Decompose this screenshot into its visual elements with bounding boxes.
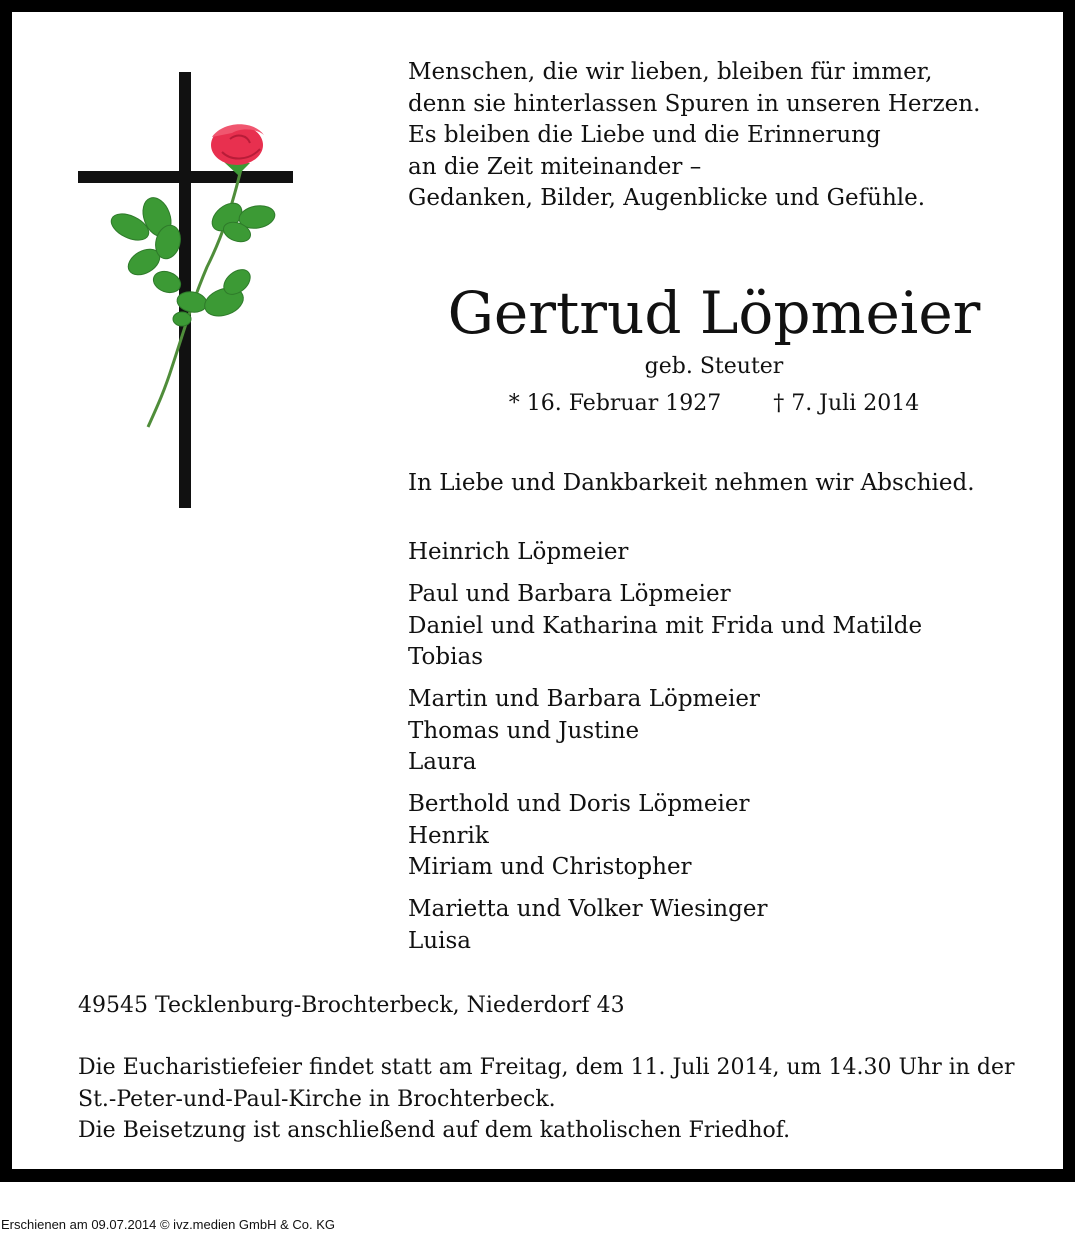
deceased-name: Gertrud Löpmeier bbox=[447, 279, 981, 347]
poem-line: denn sie hinterlassen Spuren in unseren Herzen. bbox=[408, 90, 981, 117]
mourners-list bbox=[408, 537, 922, 968]
mourner-name: Paul und Barbara Löpmeier bbox=[408, 581, 731, 607]
mourner-name: Luisa bbox=[408, 927, 471, 954]
mourner-group bbox=[408, 684, 922, 779]
service-info-line: Die Beisetzung ist anschließend auf dem katholischen Friedhof. bbox=[78, 1118, 791, 1143]
mourner-name: Henrik bbox=[408, 822, 489, 849]
publication-footer: Erschienen am 09.07.2014 © ivz.medien GmbH & Co. KG bbox=[1, 1217, 336, 1232]
mourner-name: Marietta und Volker Wiesinger bbox=[408, 896, 768, 922]
family-address: 49545 Tecklenburg-Brochterbeck, Niederdorf 43 bbox=[78, 993, 625, 1018]
death-date: † 7. Juli 2014 bbox=[773, 391, 920, 416]
mourner-name: Tobias bbox=[408, 644, 483, 670]
cross-with-rose-icon bbox=[72, 67, 302, 512]
service-info-line: St.-Peter-und-Paul-Kirche in Brochterbeck. bbox=[78, 1086, 556, 1112]
service-info bbox=[78, 1052, 1015, 1147]
mourner-name: Thomas und Justine bbox=[408, 717, 640, 744]
mourner-name: Daniel und Katharina mit Frida und Matilde bbox=[408, 612, 923, 639]
mourner-name: Berthold und Doris Löpmeier bbox=[408, 791, 750, 817]
service-info-line: Die Eucharistiefeier findet statt am Freitag, dem 11. Juli 2014, um 14.30 Uhr in der bbox=[78, 1055, 1015, 1080]
poem-line: Es bleiben die Liebe und die Erinnerung bbox=[408, 122, 881, 148]
mourner-name: Miriam und Christopher bbox=[408, 854, 692, 880]
poem bbox=[408, 57, 1008, 215]
farewell-text: In Liebe und Dankbarkeit nehmen wir Abschied. bbox=[408, 470, 975, 496]
mourner-group bbox=[408, 894, 922, 957]
mourner-name: Martin und Barbara Löpmeier bbox=[408, 686, 760, 712]
birth-date: * 16. Februar 1927 bbox=[508, 391, 722, 416]
mourner-group bbox=[408, 579, 922, 674]
mourner-group bbox=[408, 789, 922, 884]
poem-line: Menschen, die wir lieben, bleiben für immer, bbox=[408, 59, 933, 85]
life-dates bbox=[408, 389, 1020, 419]
poem-line: Gedanken, Bilder, Augenblicke und Gefühle. bbox=[408, 185, 926, 211]
poem-line: an die Zeit miteinander – bbox=[408, 153, 702, 180]
maiden-name: geb. Steuter bbox=[644, 354, 784, 379]
mourner-group bbox=[408, 537, 922, 569]
mourner-name: Heinrich Löpmeier bbox=[408, 539, 629, 565]
mourner-name: Laura bbox=[408, 749, 477, 775]
